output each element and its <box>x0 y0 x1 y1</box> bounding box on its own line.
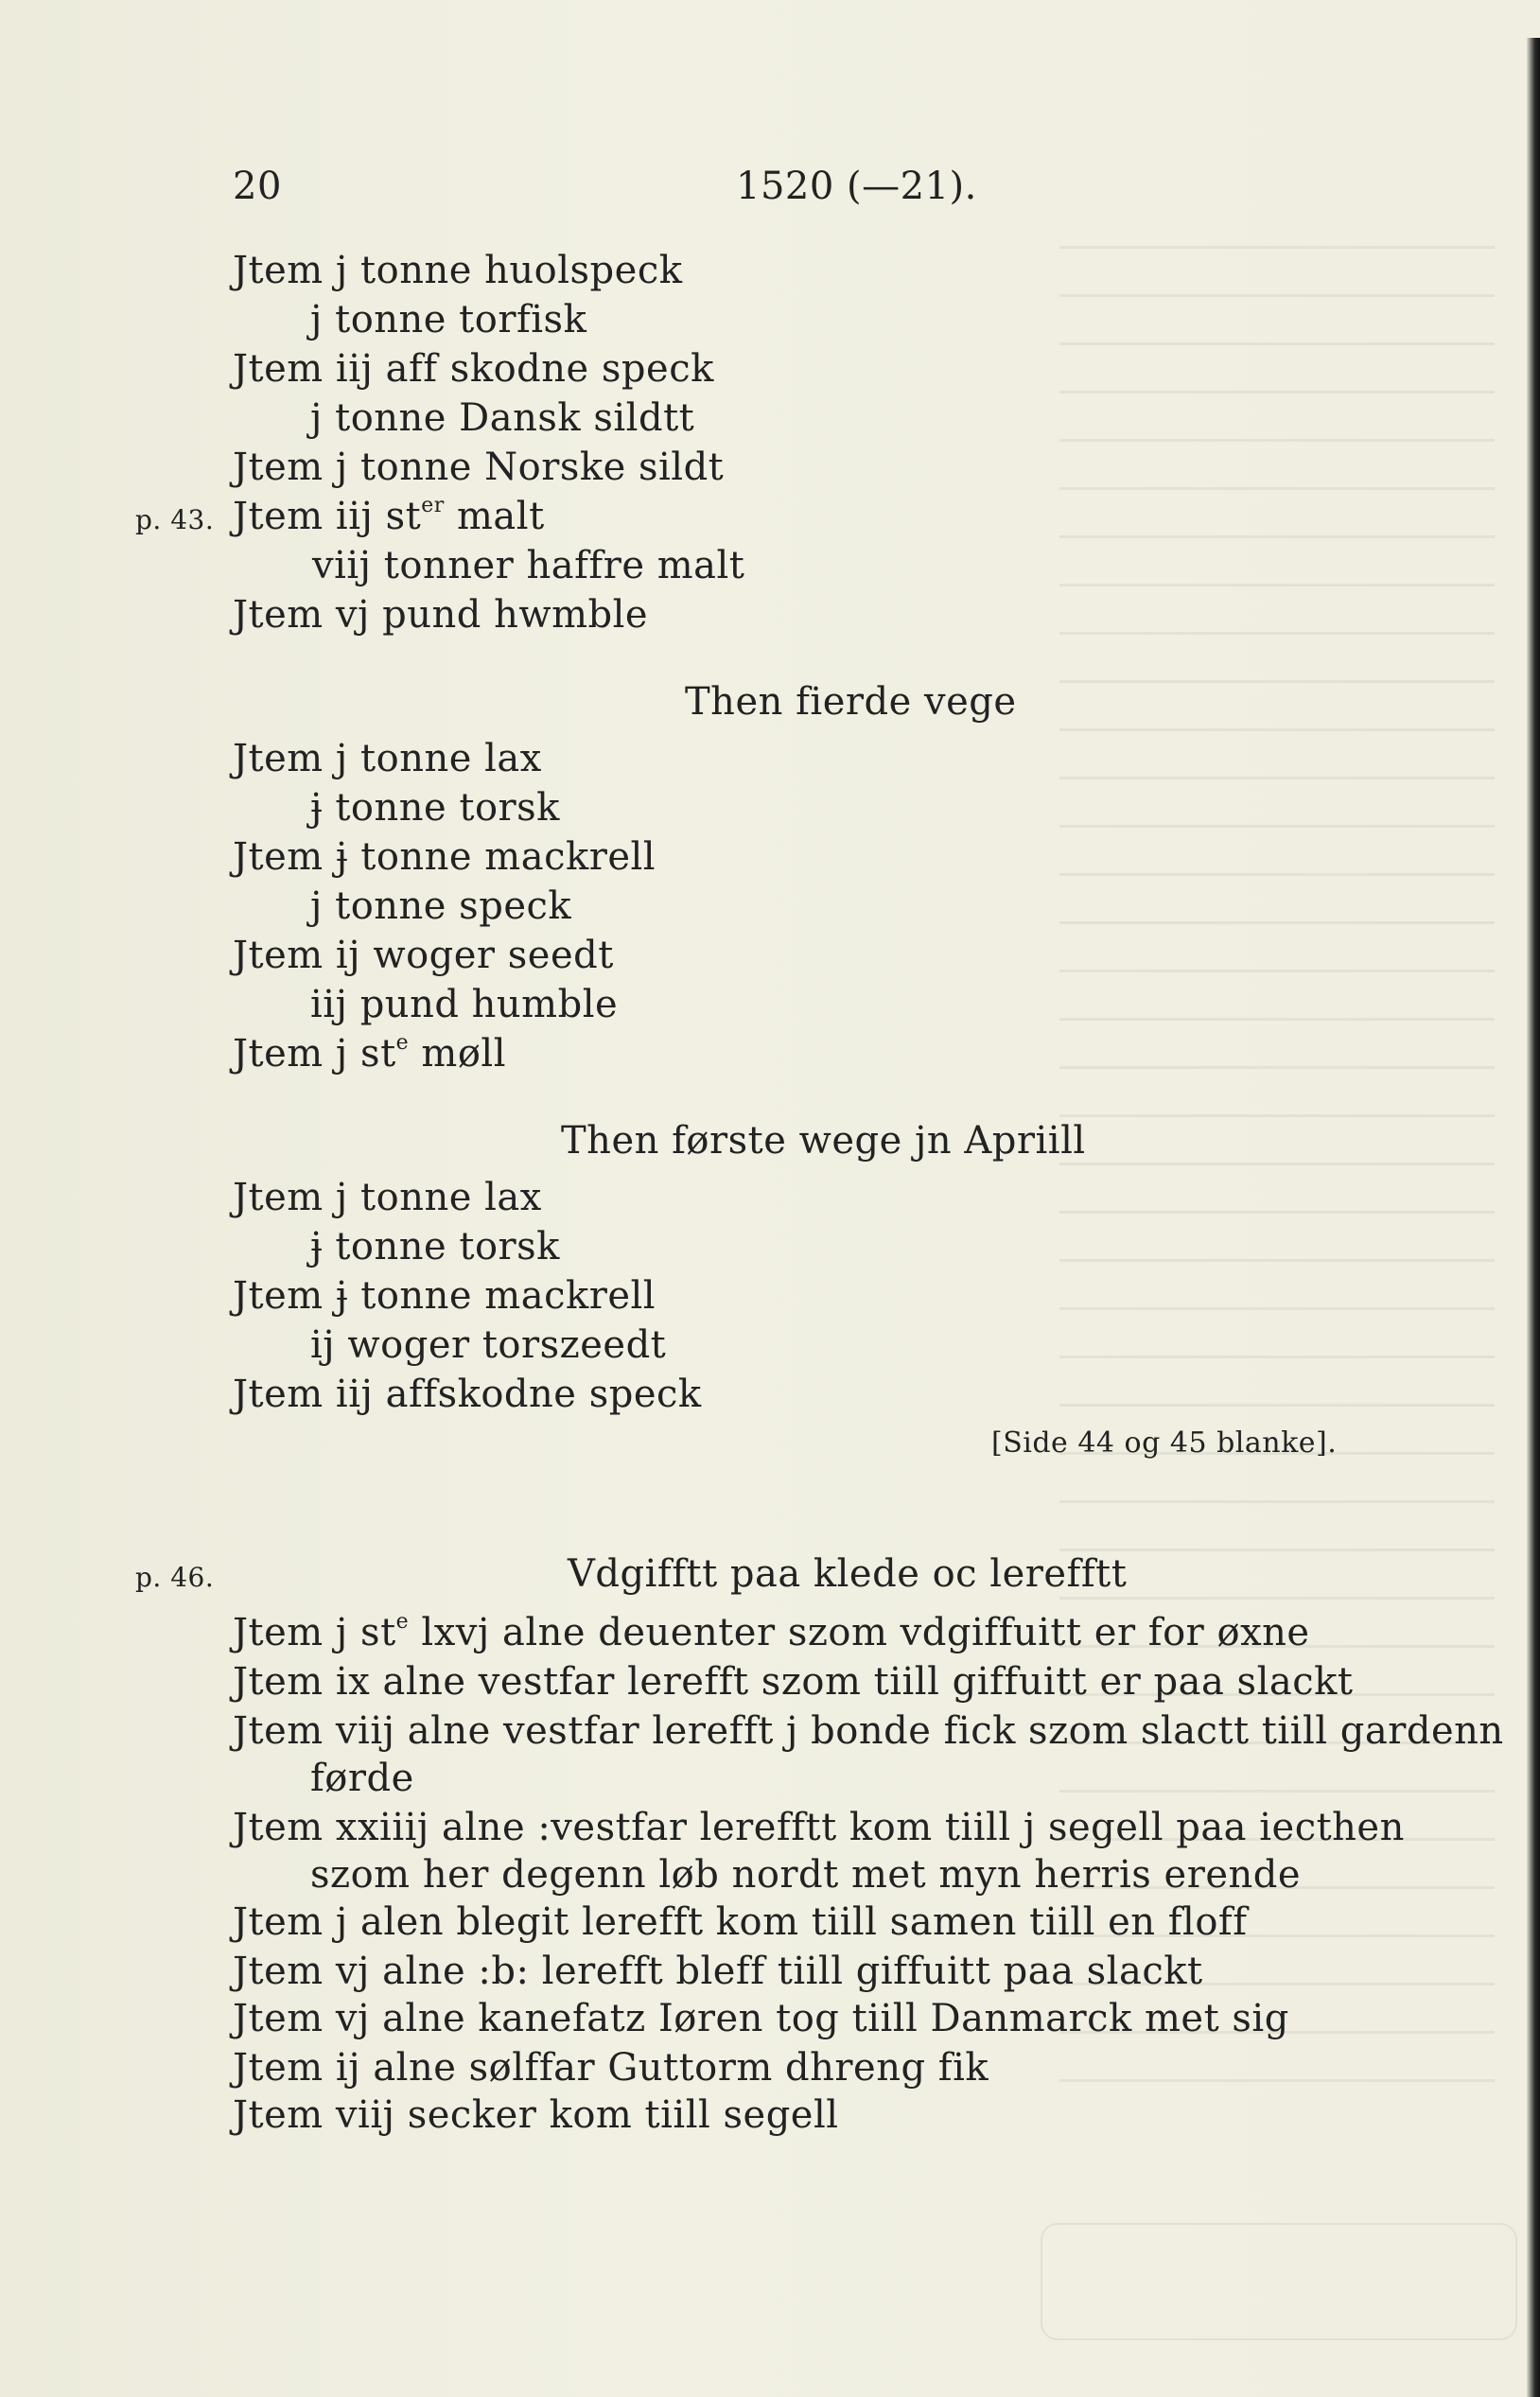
text-line: Jtem iij $st^{er}$ malt <box>233 493 545 538</box>
text-line: førde <box>310 1757 414 1800</box>
text-line: Jtem ɉ tonne mackrell <box>233 1274 656 1318</box>
text-line: Jtem vj pund hwmble <box>233 593 649 637</box>
text-line: iij pund humble <box>310 983 619 1026</box>
section-heading: Vdgifftt paa klede oc lerefftt <box>568 1552 1128 1596</box>
margin-note: p. 43. <box>135 504 215 535</box>
text-line: Jtem xxiiij alne :vestfar lerefftt kom tiill j segell paa iecthen <box>233 1806 1405 1849</box>
text-line: Jtem j $st^e$ møll <box>233 1030 506 1076</box>
text-line: Jtem viij alne vestfar lerefft j bonde fick szom slactt tiill gardenn <box>233 1709 1504 1753</box>
text-line: ɉ tonne torsk <box>310 786 560 830</box>
text-line: Jtem j tonne lax <box>233 1176 542 1219</box>
text-line: Jtem ij woger seedt <box>233 934 614 977</box>
margin-note: p. 46. <box>135 1562 215 1593</box>
page-edge <box>1527 38 1540 2397</box>
text-line: Jtem iij affskodne speck <box>233 1373 702 1416</box>
text-line: Jtem vj alne kanefatz Iøren tog tiill Danmarck met sig <box>233 1997 1289 2040</box>
running-title: 1520 (—21). <box>736 165 977 208</box>
text-line: Jtem j $st^e$ lxvj alne deuenter szom vdgiffuitt er for øxne <box>233 1609 1310 1654</box>
text-line: Jtem iij aff skodne speck <box>233 347 714 391</box>
section-heading: Then fierde vege <box>685 680 1017 724</box>
text-line: Jtem ix alne vestfar lerefft szom tiill giffuitt er paa slackt <box>233 1660 1354 1704</box>
section-heading: Then første wege jn Apriill <box>561 1119 1086 1163</box>
text-line: Jtem j tonne Norske sildt <box>233 446 725 489</box>
editorial-note: [Side 44 og 45 blanke]. <box>991 1426 1338 1460</box>
text-line: Jtem j tonne huolspeck <box>233 249 683 292</box>
text-line: Jtem vj alne :b: lerefft bleff tiill giffuitt paa slackt <box>233 1950 1203 1993</box>
page-number: 20 <box>233 165 282 208</box>
text-line: Jtem ɉ tonne mackrell <box>233 835 656 879</box>
text-line: Jtem j alen blegit lerefft kom tiill samen tiill en floff <box>233 1900 1248 1944</box>
text-line: ɉ tonne torsk <box>310 1225 560 1268</box>
text-line: j tonne speck <box>310 884 572 928</box>
text-line: j tonne torfisk <box>310 298 587 341</box>
text-line: j tonne Dansk sildtt <box>310 396 695 440</box>
text-line: Jtem viij secker kom tiill segell <box>233 2093 839 2137</box>
text-line: Jtem j tonne lax <box>233 737 542 780</box>
text-line: Jtem ij alne sølffar Guttorm dhreng fik <box>233 2046 989 2090</box>
text-line: szom her degenn løb nordt met myn herris erende <box>310 1853 1302 1897</box>
library-stamp <box>1041 2223 1517 2340</box>
text-line: ij woger torszeedt <box>310 1323 667 1367</box>
text-line: viij tonner haffre malt <box>312 544 745 587</box>
